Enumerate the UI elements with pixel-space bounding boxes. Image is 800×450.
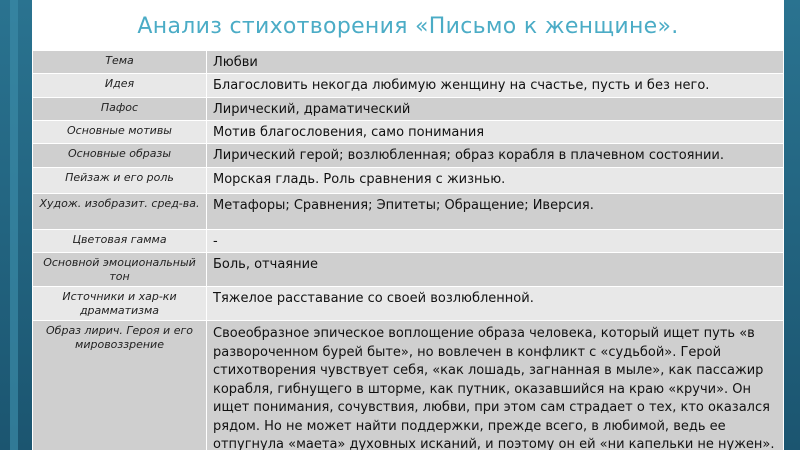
row-key: Пейзаж и его роль — [33, 168, 207, 194]
table-row — [33, 321, 784, 450]
row-value: Лирический герой; возлюбленная; образ корабля в плачевном состоянии. — [207, 144, 784, 168]
row-value: Своеобразное эпическое воплощение образа человека, который ищет путь «в развороченном бурей быте», но вовлечен в конфликт с «судьбой». Герой стихотворения чувствует себя, «как лошадь, загнанная в мыле», как пассажир корабля, гибнущего в шторме, как путник, оказавшийся на краю «кручи». Он ищет понимания, сочувствия, любви, при этом сам страдает о тех, кто оказался рядом. Но не может найти поддержки, прежде всего, в любимой, ведь ее отпугнула «маета» духовных исканий, и поэтому он ей «ни капельки не нужен». — [207, 321, 784, 450]
row-value: Благословить некогда любимую женщину на счастье, пусть и без него. — [207, 74, 784, 98]
row-value: Мотив благословения, само понимания — [207, 121, 784, 144]
table-row — [33, 121, 784, 144]
slide — [32, 0, 784, 450]
row-key: Идея — [33, 74, 207, 98]
table-row — [33, 98, 784, 121]
row-key: Образ лирич. Героя и его мировоззрение — [33, 321, 207, 450]
table-row — [33, 168, 784, 194]
row-value: Тяжелое расставание со своей возлюбленной. — [207, 287, 784, 321]
table-row — [33, 194, 784, 230]
analysis-table — [32, 50, 784, 450]
slide-title: Анализ стихотворения «Письмо к женщине». — [32, 0, 784, 52]
row-key: Основные мотивы — [33, 121, 207, 144]
row-value: Метафоры; Сравнения; Эпитеты; Обращение; Иверсия. — [207, 194, 784, 230]
row-key: Основные образы — [33, 144, 207, 168]
table-row — [33, 287, 784, 321]
table-row — [33, 144, 784, 168]
background-stripe — [10, 0, 18, 450]
row-key: Худож. изобразит. сред-ва. — [33, 194, 207, 230]
row-value: Морская гладь. Роль сравнения с жизнью. — [207, 168, 784, 194]
row-value: Любви — [207, 51, 784, 74]
row-key: Цветовая гамма — [33, 230, 207, 253]
row-key: Основной эмоциональный тон — [33, 253, 207, 287]
row-value: Лирический, драматический — [207, 98, 784, 121]
table-row — [33, 230, 784, 253]
row-key: Источники и хар-ки драмматизма — [33, 287, 207, 321]
table-row — [33, 74, 784, 98]
row-key: Тема — [33, 51, 207, 74]
row-key: Пафос — [33, 98, 207, 121]
table-row — [33, 253, 784, 287]
table-row — [33, 51, 784, 74]
row-value: Боль, отчаяние — [207, 253, 784, 287]
row-value: - — [207, 230, 784, 253]
